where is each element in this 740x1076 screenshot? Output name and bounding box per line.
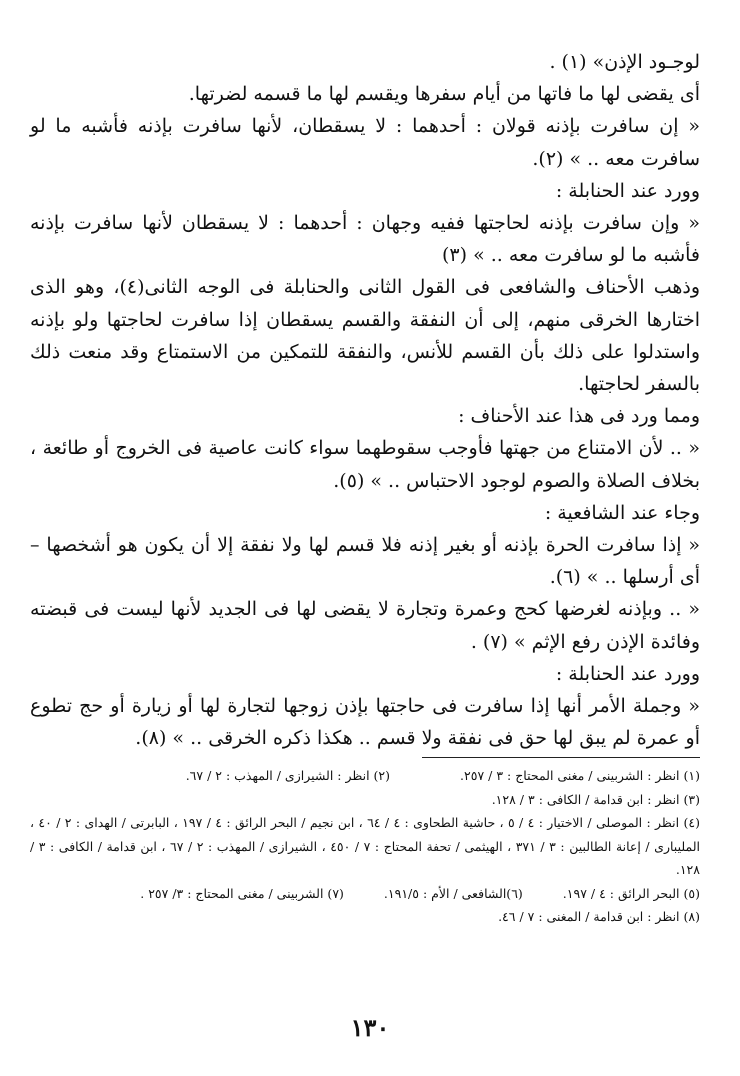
- paragraph-5: « وإن سافرت بإذنه لحاجتها ففيه وجهان : أحدهما : لا يسقطان لأنها سافرت بإذنه فأشبه ما لو سافرت معه .. » (٣): [30, 212, 700, 267]
- paragraph-4: وورد عند الحنابلة :: [555, 179, 700, 202]
- paragraph-10: « إذا سافرت الحرة بإذنه أو بغير إذنه فلا قسم لها ولا نفقة إلا أن يكون هو أشخصها – أى أرسلها .. » (٦).: [30, 534, 700, 589]
- paragraph-7: ومما ورد فى هذا عند الأحناف :: [458, 405, 700, 428]
- paragraph-13: « وجملة الأمر أنها إذا سافرت فى حاجتها بإذن زوجها لتجارة لها أو زيارة أو حج تطوع أو عمرة لم يبق لها حق فى نفقة ولا قسم .. هكذا ذكره الخرقى .. » (٨).: [30, 695, 700, 750]
- paragraph-1: لوجـود الإذن» (١) .: [549, 51, 700, 73]
- paragraph-11: « .. وبإذنه لغرضها كحج وعمرة وتجارة لا يقضى لها فى الجديد لأنها ليست فى قبضته وفائدة الإذن رفع الإثم » (٧) .: [30, 598, 700, 653]
- footnote-5: (٥) البحر الرائق : ٤ / ١٩٧.: [562, 885, 700, 901]
- footnote-7: (٧) الشربينى / مغنى المحتاج : ٣/ ٢٥٧ .: [140, 885, 344, 901]
- paragraph-3: « إن سافرت بإذنه قولان : أحدهما : لا يسقطان، لأنها سافرت بإذنه فأشبه ما لو سافرت معه .. » (٢).: [30, 115, 700, 170]
- footnote-6: (٦)الشافعى / الأم : ١٩١/٥.: [383, 885, 523, 901]
- main-text: [30, 46, 700, 754]
- paragraph-2: أى يقضى لها ما فاتها من أيام سفرها ويقسم لها ما قسمه لضرتها.: [188, 83, 700, 106]
- paragraph-12: وورد عند الحنابلة :: [555, 662, 700, 685]
- footnote-1: (١) انظر : الشربينى / مغنى المحتاج : ٣ / ٢٥٧.: [460, 768, 700, 783]
- paragraph-9: وجاء عند الشافعية :: [544, 501, 700, 524]
- footnote-4: (٤) انظر : الموصلى / الاختيار : ٤ / ٥ ، حاشية الطحاوى : ٤ / ٦٤ ، ابن نجيم / البحر الرائق : ٤ / ١٩٧ ، البابرتى / الهداى : ٢ / ٤٠ ، المليبارى / إعانة الطالبين : ٣ / ٣٧١ ، الهيثمى / تحفة المحتاج : ٧ / ٤٥٠ ، الشيرازى / المهذب : ٢ / ٦٧ ، ابن قدامة / الكافى : ٣ / ١٢٨.: [30, 815, 700, 877]
- paragraph-8: « .. لأن الامتناع من جهتها فأوجب سقوطهما سواء كانت عاصية فى الخروج أو طائعة ، بخلاف الصلاة والصوم لوجود الاحتباس .. » (٥).: [30, 437, 700, 492]
- paragraph-6: وذهب الأحناف والشافعى فى القول الثانى والحنابلة فى الوجه الثانى(٤)، وهو الذى اختارها الخرقى منهم، إلى أن النفقة والقسم يسقطان إذا سافرت لحاجتها ولو بإذنه واستدلوا على ذلك بأن القسم للأنس، والنفقة للتمكين من الاستمتاع وقد منعت ذلك بالسفر لحاجتها.: [30, 276, 701, 396]
- footnotes: [30, 764, 700, 929]
- footnote-8: (٨) انظر : ابن قدامة / المغنى : ٧ / ٤٦.: [498, 909, 700, 924]
- page-number: ١٣٠: [350, 1013, 390, 1042]
- footnote-row-5: [30, 882, 700, 906]
- footnote-3: (٣) انظر : ابن قدامة / الكافى : ٣ / ١٢٨.: [491, 791, 700, 807]
- footnote-divider: [422, 757, 700, 758]
- footnote-row-1: [30, 764, 700, 788]
- footnote-2: (٢) انظر : الشيرازى / المهذب : ٢ / ٦٧.: [185, 768, 391, 783]
